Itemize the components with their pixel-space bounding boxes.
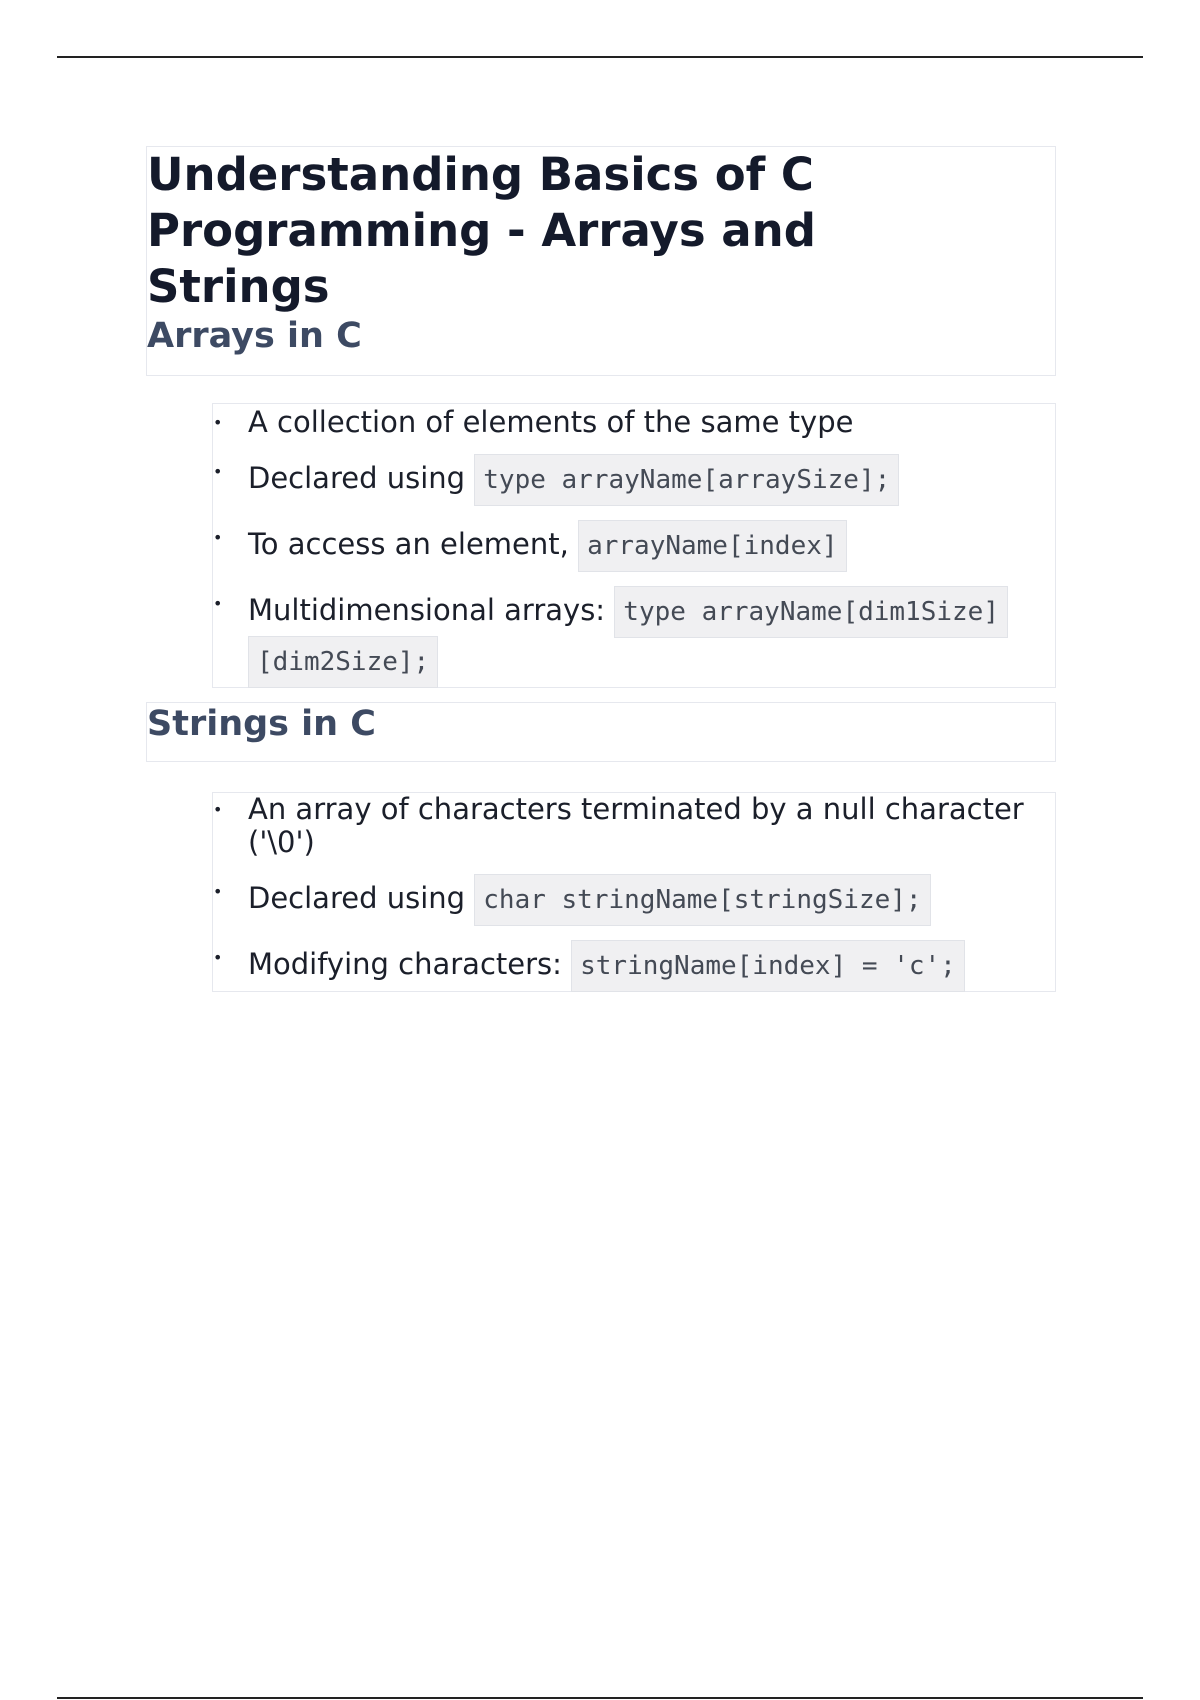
code-snippet: type arrayName[arraySize];: [474, 454, 899, 506]
bottom-rule: [57, 1697, 1143, 1699]
strings-heading-block: [146, 702, 1056, 762]
list-item: • A collection of elements of the same type: [213, 405, 854, 439]
list-item: • Modifying characters: stringName[index] = 'c';: [213, 941, 1055, 991]
bullet-icon: •: [213, 594, 223, 613]
list-item: • Declared using type arrayName[arraySize];: [213, 455, 1055, 505]
bullet-icon: •: [213, 413, 223, 432]
code-snippet: arrayName[index]: [578, 520, 846, 572]
strings-list: [212, 792, 1056, 992]
section-heading-strings: Strings in C: [147, 704, 376, 744]
document-body: [146, 146, 1056, 992]
list-item: • Declared using char stringName[stringSize];: [213, 875, 1055, 925]
list-item: • To access an element, arrayName[index]: [213, 521, 1055, 571]
code-snippet: type arrayName[dim1Size][dim2Size];: [248, 586, 1008, 688]
arrays-list: [212, 403, 1056, 688]
bullet-icon: •: [213, 462, 223, 481]
title-block: [146, 146, 1056, 376]
code-snippet: char stringName[stringSize];: [474, 874, 930, 926]
bullet-icon: •: [213, 948, 223, 967]
bullet-icon: •: [213, 882, 223, 901]
list-item: • An array of characters terminated by a null character ('\0'): [213, 792, 1024, 859]
list-item: • Multidimensional arrays: type arrayName[dim1Size][dim2Size];: [213, 587, 1055, 687]
top-rule: [57, 56, 1143, 58]
bullet-icon: •: [213, 800, 223, 819]
section-heading-arrays: Arrays in C: [147, 316, 362, 356]
code-snippet: stringName[index] = 'c';: [571, 940, 965, 992]
page-title: Understanding Basics of C Programming - Arrays and Strings: [147, 148, 816, 313]
bullet-icon: •: [213, 528, 223, 547]
